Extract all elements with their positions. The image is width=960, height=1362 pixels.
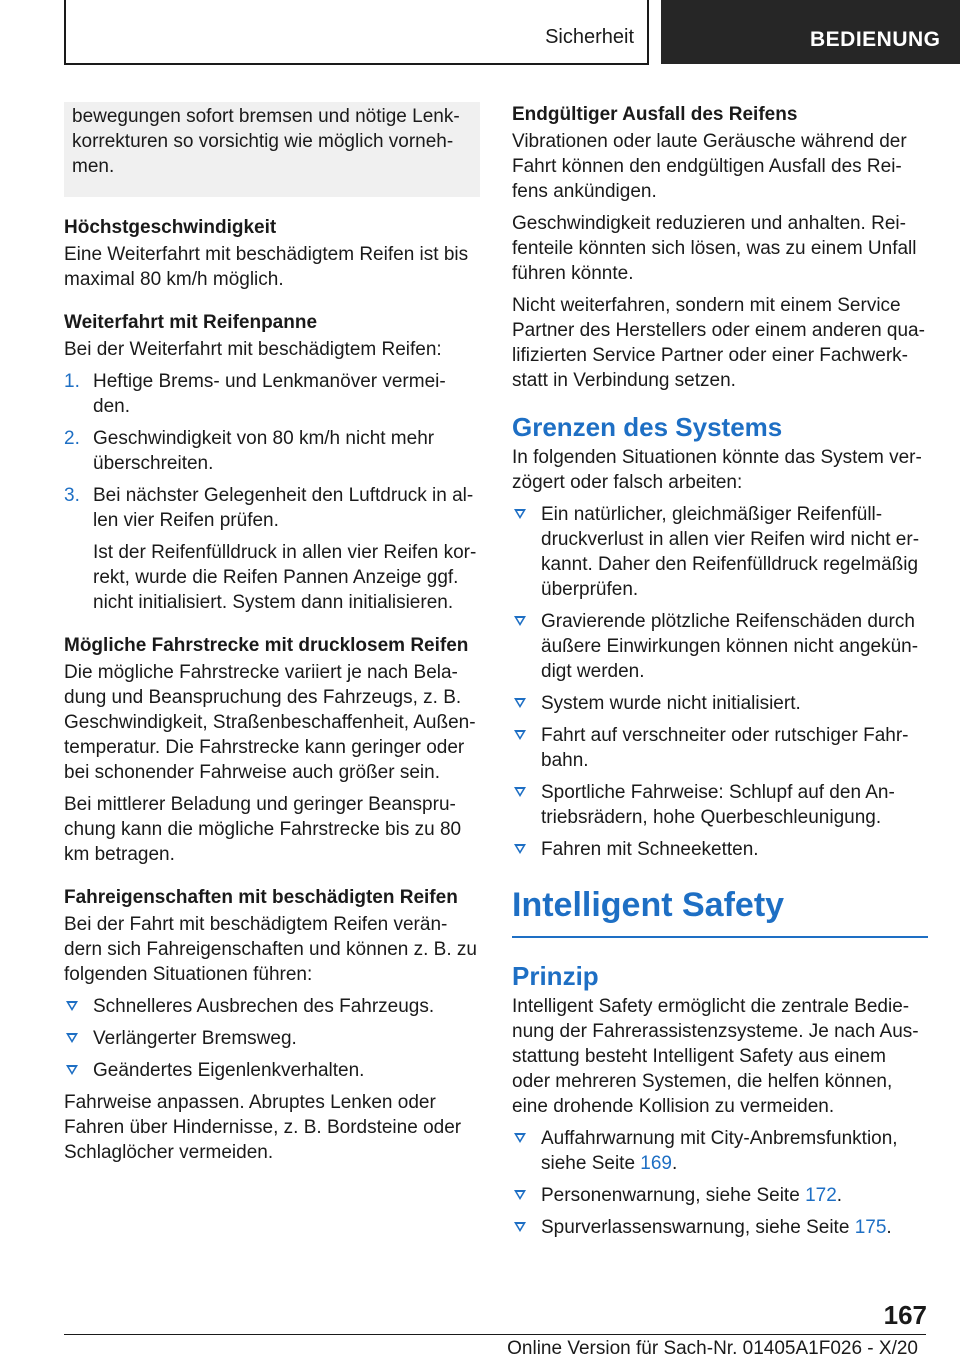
list-item (512, 837, 928, 862)
heading-range: Mögliche Fahrstrecke mit drucklosem Reifen (64, 635, 469, 656)
step-text: Heftige Brems- und Lenkmanöver vermei-den. (93, 371, 446, 417)
triangle-bullet-icon (514, 787, 526, 797)
triangle-bullet-icon (514, 730, 526, 740)
list-item (512, 1126, 928, 1176)
list-item (64, 1058, 480, 1083)
paragraph-range-2: Bei mittlerer Beladung und geringer Beanspru-chung kann die mögliche Fahrstrecke bis zu 80 km betragen. (64, 794, 462, 865)
list-item-text: Verlängerter Bremsweg. (93, 1028, 297, 1049)
paragraph-max-speed: Eine Weiterfahrt mit beschädigtem Reifen ist bis maximal 80 km/h möglich. (64, 244, 469, 290)
list-item-text: Sportliche Fahrweise: Schlupf auf den An-triebsrädern, hohe Querbeschleunigung. (541, 782, 895, 828)
list-item-text: Gravierende plötzliche Reifenschäden durch äußere Einwirkungen können nicht angekün-digt werden. (541, 611, 919, 682)
list-item-text: Spurverlassenswarnung, siehe Seite (541, 1217, 855, 1238)
header-chapter-tab (661, 0, 960, 64)
heading-puncture: Weiterfahrt mit Reifenpanne (64, 312, 318, 333)
safety-systems-list (512, 1126, 928, 1240)
paragraph-principle: Intelligent Safety ermöglicht die zentrale Bedie-nung der Fahrerassistenzsysteme. Je nach Aus-stattung besteht Intelligent Safety aus einem oder mehreren Systemen, die helfen können, eine drohende Kollision zu vermeiden. (512, 996, 919, 1117)
paragraph-failure-2: Geschwindigkeit reduzieren und anhalten. Rei-fenteile könnten sich lösen, was zu einem Unfall führen könnte. (512, 213, 917, 284)
limits-list (512, 502, 928, 862)
triangle-bullet-icon (66, 1065, 78, 1075)
page-link-169[interactable]: 169 (640, 1153, 672, 1174)
paragraph-range-1: Die mögliche Fahrstrecke variiert je nach Bela-dung und Beanspruchung des Fahrzeugs, z. B. Geschwindigkeit, Straßenbeschaffenheit, Außen-temperatur. Die Fahrstrecke kann geringer oder bei schonender Fahrweise auch größer sein. (64, 662, 476, 783)
list-item-text: Ein natürlicher, gleichmäßiger Reifenfüll-druckverlust in allen vier Reifen wird nicht er-kannt. Daher den Reifenfülldruck regelmäßig überprüfen. (541, 504, 920, 600)
paragraph-adapt-driving: Fahrweise anpassen. Abruptes Lenken oder Fahren über Hindernisse, z. B. Bordsteine oder Schlaglöcher vermeiden. (64, 1092, 462, 1163)
heading-intelligent-safety: Intelligent Safety (512, 884, 928, 938)
step-number: 1. (64, 371, 80, 392)
step-subtext: Ist der Reifenfülldruck in allen vier Reifen kor-rekt, wurde die Reifen Pannen Anzeige ggf. nicht initialisiert. System dann initialisieren. (93, 542, 477, 613)
list-item-text: Fahrt auf verschneiter oder rutschiger Fahr-bahn. (541, 725, 909, 771)
list-item (512, 1183, 928, 1208)
header-chapter-label: BEDIENUNG (810, 28, 941, 51)
paragraph-failure-3: Nicht weiterfahren, sondern mit einem Service Partner des Herstellers oder einem anderen qua-lifizierten Service Partner oder einer Fachwerk-statt in Verbindung setzen. (512, 295, 925, 391)
step-number: 3. (64, 485, 80, 506)
heading-system-limits: Grenzen des Systems (512, 412, 783, 442)
step-text: Geschwindigkeit von 80 km/h nicht mehr überschreiten. (93, 428, 435, 474)
list-item (64, 369, 480, 419)
warning-box-text: bewegungen sofort bremsen und nötige Lenk-korrekturen so vorsichtig wie möglich vorneh-men. (72, 106, 460, 177)
list-item (64, 994, 480, 1019)
list-item-text: Personenwarnung, siehe Seite (541, 1185, 806, 1206)
list-item (64, 1026, 480, 1051)
triangle-bullet-icon (66, 1033, 78, 1043)
heading-tire-failure: Endgültiger Ausfall des Reifens (512, 104, 798, 125)
triangle-bullet-icon (514, 698, 526, 708)
list-item (512, 502, 928, 602)
page-number: 167 (883, 1300, 927, 1330)
page-link-172[interactable]: 172 (805, 1185, 837, 1206)
list-item (64, 426, 480, 476)
handling-list (64, 994, 480, 1083)
triangle-bullet-icon (66, 1001, 78, 1011)
header-rule-left (64, 0, 66, 64)
list-item (512, 723, 928, 773)
page-link-175[interactable]: 175 (854, 1217, 887, 1238)
right-column (512, 102, 928, 1247)
list-item (512, 609, 928, 684)
list-item (512, 691, 928, 716)
triangle-bullet-icon (514, 1222, 526, 1232)
left-column (64, 102, 480, 1172)
list-item-text: Geändertes Eigenlenkverhalten. (93, 1060, 365, 1081)
footer-online-version: Online Version für Sach-Nr. 01405A1F026 - X/20 (507, 1338, 918, 1359)
heading-handling: Fahreigenschaften mit beschädigten Reifen (64, 887, 458, 908)
header-section-title: Sicherheit (545, 26, 634, 48)
list-item-text: Fahren mit Schneeketten. (541, 839, 759, 860)
list-item-text: Schnelleres Ausbrechen des Fahrzeugs. (93, 996, 435, 1017)
paragraph-puncture: Bei der Weiterfahrt mit beschädigtem Reifen: (64, 339, 442, 360)
header-rule-right (647, 0, 649, 64)
list-item (512, 780, 928, 830)
paragraph-failure-1: Vibrationen oder laute Geräusche während der Fahrt können den endgültigen Ausfall des Rei-fens ankündigen. (512, 131, 907, 202)
list-item (512, 1215, 928, 1240)
triangle-bullet-icon (514, 1190, 526, 1200)
step-number: 2. (64, 428, 80, 449)
list-item-end: . (672, 1153, 678, 1174)
page-header (0, 0, 960, 64)
paragraph-handling: Bei der Fahrt mit beschädigtem Reifen verän-dern sich Fahreigenschaften und können z. B. zu folgenden Situationen führen: (64, 914, 477, 985)
footer-rule (64, 1334, 926, 1335)
list-item-text: System wurde nicht initialisiert. (541, 693, 801, 714)
heading-max-speed: Höchstgeschwindigkeit (64, 217, 277, 238)
triangle-bullet-icon (514, 616, 526, 626)
list-item (64, 483, 480, 615)
step-text: Bei nächster Gelegenheit den Luftdruck in al-len vier Reifen prüfen. (93, 485, 474, 531)
list-item-end: . (836, 1185, 843, 1206)
triangle-bullet-icon (514, 844, 526, 854)
header-rule-bottom (64, 63, 649, 65)
puncture-steps-list (64, 369, 480, 615)
paragraph-limits: In folgenden Situationen könnte das System ver-zögert oder falsch arbeiten: (512, 447, 922, 493)
heading-principle: Prinzip (512, 961, 599, 991)
warning-box-continuation (64, 102, 480, 197)
list-item-end: . (886, 1217, 892, 1238)
triangle-bullet-icon (514, 509, 526, 519)
triangle-bullet-icon (514, 1133, 526, 1143)
list-item-text: Auffahrwarnung mit City-Anbremsfunktion, siehe Seite (541, 1128, 898, 1174)
